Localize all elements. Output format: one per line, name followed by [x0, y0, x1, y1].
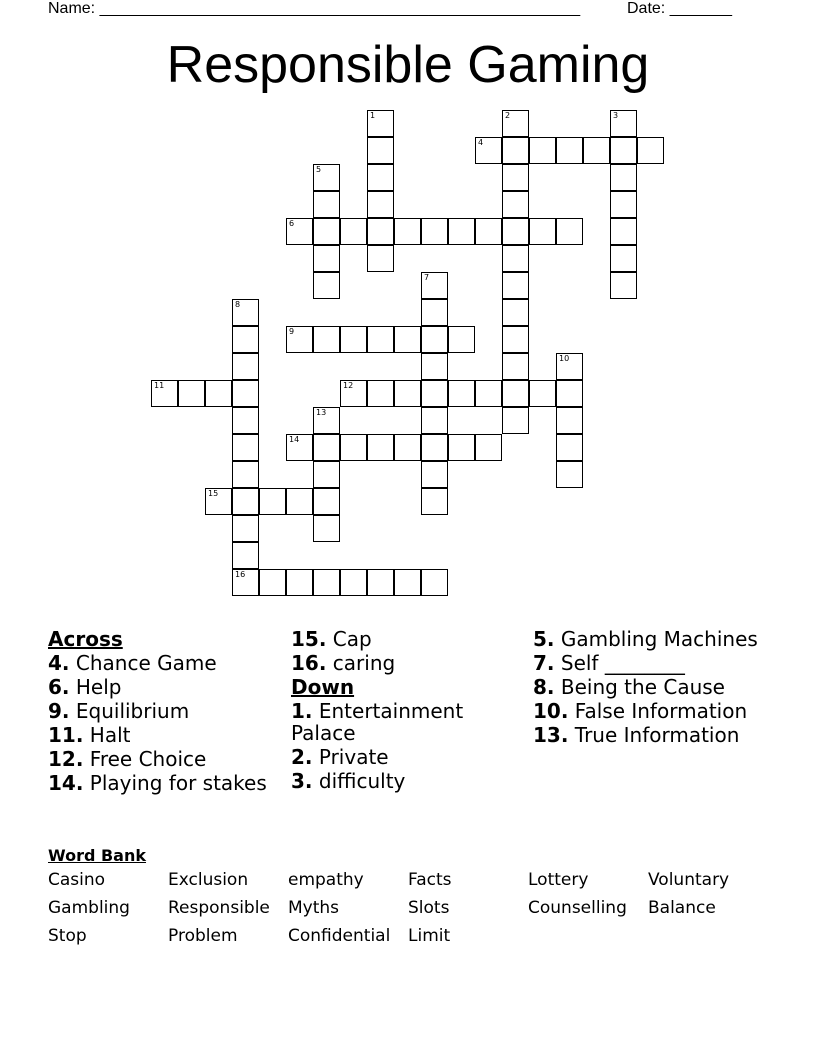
grid-cell[interactable]	[475, 218, 502, 245]
across-clue-12	[48, 748, 283, 770]
grid-cell[interactable]	[421, 461, 448, 488]
word-bank-item: Myths	[288, 898, 340, 918]
grid-cell[interactable]	[232, 407, 259, 434]
word-bank-item: Responsible	[168, 898, 270, 918]
grid-cell[interactable]	[502, 218, 529, 245]
word-bank-item: Problem	[168, 926, 238, 946]
grid-cell[interactable]	[151, 380, 178, 407]
grid-cell[interactable]	[556, 380, 583, 407]
cell-number: 13	[316, 408, 327, 417]
puzzle-title: Responsible Gaming	[166, 36, 650, 94]
grid-cell[interactable]	[502, 245, 529, 272]
clue-number: 4.	[48, 651, 70, 675]
grid-cell[interactable]	[610, 245, 637, 272]
clue-number: 9.	[48, 699, 70, 723]
grid-cell[interactable]	[421, 218, 448, 245]
cell-number: 8	[235, 300, 241, 309]
grid-cell[interactable]	[313, 569, 340, 596]
clue-text: Gambling Machines	[554, 627, 758, 651]
grid-cell[interactable]	[610, 110, 637, 137]
grid-cell[interactable]	[421, 326, 448, 353]
clue-number: 6.	[48, 675, 70, 699]
grid-cell[interactable]	[340, 380, 367, 407]
grid-cell[interactable]	[259, 488, 286, 515]
grid-cell[interactable]	[313, 434, 340, 461]
grid-cell[interactable]	[232, 569, 259, 596]
grid-cell[interactable]	[394, 434, 421, 461]
cell-number: 3	[613, 111, 619, 120]
grid-cell[interactable]	[313, 407, 340, 434]
grid-cell[interactable]	[313, 272, 340, 299]
grid-cell[interactable]	[178, 380, 205, 407]
grid-cell[interactable]	[367, 326, 394, 353]
grid-cell[interactable]	[502, 326, 529, 353]
grid-cell[interactable]	[313, 488, 340, 515]
grid-cell[interactable]	[610, 218, 637, 245]
across-clue-6	[48, 676, 283, 698]
word-bank-item: Balance	[648, 898, 716, 918]
clue-text: Halt	[83, 723, 131, 747]
grid-cell[interactable]	[475, 380, 502, 407]
grid-cell[interactable]	[367, 218, 394, 245]
clues-column-1	[48, 628, 283, 796]
grid-cell[interactable]	[502, 353, 529, 380]
clue-text: Self ________	[554, 651, 685, 675]
clue-number: 11.	[48, 723, 84, 747]
date-field-line: Date: _______	[627, 0, 732, 17]
grid-cell[interactable]	[529, 218, 556, 245]
word-bank-item: Exclusion	[168, 870, 249, 890]
grid-cell[interactable]	[394, 380, 421, 407]
grid-cell[interactable]	[529, 380, 556, 407]
clue-number: 2.	[291, 745, 313, 769]
grid-cell[interactable]	[421, 407, 448, 434]
clue-text: Cap	[326, 627, 372, 651]
grid-cell[interactable]	[313, 164, 340, 191]
clue-text: True Information	[568, 723, 740, 747]
down-clue-3	[291, 770, 526, 792]
grid-cell[interactable]	[313, 461, 340, 488]
grid-cell[interactable]	[556, 218, 583, 245]
cell-number: 7	[424, 273, 430, 282]
grid-cell[interactable]	[232, 299, 259, 326]
clue-number: 16.	[291, 651, 327, 675]
clue-text: Entertainment Palace	[291, 699, 464, 745]
cell-number: 15	[208, 489, 219, 498]
grid-cell[interactable]	[610, 164, 637, 191]
word-bank	[48, 870, 778, 946]
cell-number: 1	[370, 111, 376, 120]
grid-cell[interactable]	[556, 461, 583, 488]
grid-cell[interactable]	[556, 137, 583, 164]
grid-cell[interactable]	[448, 218, 475, 245]
grid-cell[interactable]	[475, 434, 502, 461]
cell-number: 11	[154, 381, 165, 390]
cell-number: 6	[289, 219, 295, 228]
grid-cell[interactable]	[367, 110, 394, 137]
clue-number: 5.	[533, 627, 555, 651]
grid-cell[interactable]	[232, 515, 259, 542]
clue-number: 13.	[533, 723, 569, 747]
grid-cell[interactable]	[286, 326, 313, 353]
clues-column-3	[533, 628, 768, 748]
grid-cell[interactable]	[367, 434, 394, 461]
word-bank-item: Limit	[408, 926, 451, 946]
grid-cell[interactable]	[502, 137, 529, 164]
clue-text: Being the Cause	[554, 675, 725, 699]
clue-text: Private	[312, 745, 389, 769]
grid-cell[interactable]	[340, 434, 367, 461]
clue-text: Equilibrium	[69, 699, 190, 723]
grid-cell[interactable]	[232, 380, 259, 407]
grid-cell[interactable]	[529, 137, 556, 164]
grid-cell[interactable]	[502, 164, 529, 191]
grid-cell[interactable]	[367, 164, 394, 191]
clue-text: difficulty	[312, 769, 406, 793]
cell-number: 5	[316, 165, 322, 174]
clue-text: Help	[69, 675, 122, 699]
word-bank-item: Lottery	[528, 870, 589, 890]
cell-number: 4	[478, 138, 484, 147]
grid-cell[interactable]	[367, 380, 394, 407]
grid-cell[interactable]	[340, 326, 367, 353]
down-clue-10	[533, 700, 768, 722]
grid-cell[interactable]	[286, 434, 313, 461]
grid-cell[interactable]	[610, 272, 637, 299]
grid-cell[interactable]	[232, 542, 259, 569]
word-bank-item: empathy	[288, 870, 364, 890]
grid-cell[interactable]	[394, 218, 421, 245]
grid-cell[interactable]	[448, 326, 475, 353]
name-field-line: Name: ______________________________________________________	[48, 0, 581, 17]
down-heading: Down	[291, 675, 355, 699]
grid-cell[interactable]	[421, 353, 448, 380]
grid-cell[interactable]	[340, 569, 367, 596]
across-clue-16	[291, 652, 526, 674]
cell-number: 10	[559, 354, 570, 363]
grid-cell[interactable]	[232, 461, 259, 488]
grid-cell[interactable]	[502, 407, 529, 434]
grid-cell[interactable]	[232, 434, 259, 461]
grid-cell[interactable]	[367, 245, 394, 272]
clue-number: 10.	[533, 699, 569, 723]
cell-number: 9	[289, 327, 295, 336]
word-bank-item: Counselling	[528, 898, 627, 918]
grid-cell[interactable]	[313, 218, 340, 245]
clue-number: 14.	[48, 771, 84, 795]
grid-cell[interactable]	[421, 272, 448, 299]
across-heading: Across	[48, 627, 123, 651]
clue-number: 15.	[291, 627, 327, 651]
clues-column-2	[291, 628, 526, 794]
across-clue-14	[48, 772, 283, 794]
grid-cell[interactable]	[205, 488, 232, 515]
across-clue-4	[48, 652, 283, 674]
word-bank-item: Slots	[408, 898, 450, 918]
word-bank-item: Casino	[48, 870, 106, 890]
grid-cell[interactable]	[421, 299, 448, 326]
grid-cell[interactable]	[313, 326, 340, 353]
word-bank-title: Word Bank	[48, 846, 147, 865]
grid-cell[interactable]	[394, 326, 421, 353]
grid-cell[interactable]	[232, 488, 259, 515]
clue-text: caring	[326, 651, 396, 675]
grid-cell[interactable]	[367, 569, 394, 596]
grid-cell[interactable]	[205, 380, 232, 407]
grid-cell[interactable]	[286, 569, 313, 596]
grid-cell[interactable]	[313, 191, 340, 218]
grid-cell[interactable]	[394, 569, 421, 596]
clue-number: 12.	[48, 747, 84, 771]
word-bank-item: Gambling	[48, 898, 130, 918]
down-clue-1	[291, 700, 526, 744]
down-clue-7	[533, 652, 768, 674]
grid-cell[interactable]	[610, 191, 637, 218]
grid-cell[interactable]	[556, 434, 583, 461]
grid-cell[interactable]	[232, 353, 259, 380]
word-bank-item: Voluntary	[648, 870, 730, 890]
grid-cell[interactable]	[421, 569, 448, 596]
grid-cell[interactable]	[502, 191, 529, 218]
word-bank-item: Confidential	[288, 926, 391, 946]
grid-cell[interactable]	[556, 353, 583, 380]
word-bank-item: Facts	[408, 870, 452, 890]
grid-cell[interactable]	[367, 137, 394, 164]
word-bank-item: Stop	[48, 926, 87, 946]
grid-cell[interactable]	[421, 434, 448, 461]
grid-cell[interactable]	[475, 137, 502, 164]
clue-text: Chance Game	[69, 651, 217, 675]
across-clue-11	[48, 724, 283, 746]
cell-number: 14	[289, 435, 300, 444]
clue-text: Playing for stakes	[83, 771, 267, 795]
down-clue-2	[291, 746, 526, 768]
grid-cell[interactable]	[367, 191, 394, 218]
clue-number: 7.	[533, 651, 555, 675]
grid-cell[interactable]	[583, 137, 610, 164]
clue-text: Free Choice	[83, 747, 207, 771]
down-clue-5	[533, 628, 768, 650]
grid-cell[interactable]	[259, 569, 286, 596]
grid-cell[interactable]	[502, 110, 529, 137]
grid-cell[interactable]	[637, 137, 664, 164]
cell-number: 12	[343, 381, 354, 390]
grid-cell[interactable]	[313, 245, 340, 272]
cell-number: 16	[235, 570, 246, 579]
grid-cell[interactable]	[286, 218, 313, 245]
down-clue-8	[533, 676, 768, 698]
grid-cell[interactable]	[448, 380, 475, 407]
grid-cell[interactable]	[610, 137, 637, 164]
clue-text: False Information	[568, 699, 748, 723]
grid-cell[interactable]	[556, 407, 583, 434]
across-clue-9	[48, 700, 283, 722]
grid-cell[interactable]	[502, 272, 529, 299]
grid-cell[interactable]	[232, 326, 259, 353]
grid-cell[interactable]	[448, 434, 475, 461]
grid-cell[interactable]	[502, 299, 529, 326]
grid-cell[interactable]	[502, 380, 529, 407]
grid-cell[interactable]	[340, 218, 367, 245]
clue-number: 8.	[533, 675, 555, 699]
clue-number: 3.	[291, 769, 313, 793]
grid-cell[interactable]	[286, 488, 313, 515]
cell-number: 2	[505, 111, 511, 120]
across-clue-15	[291, 628, 526, 650]
grid-cell[interactable]	[421, 380, 448, 407]
down-clue-13	[533, 724, 768, 746]
clue-number: 1.	[291, 699, 313, 723]
grid-cell[interactable]	[313, 515, 340, 542]
grid-cell[interactable]	[421, 488, 448, 515]
